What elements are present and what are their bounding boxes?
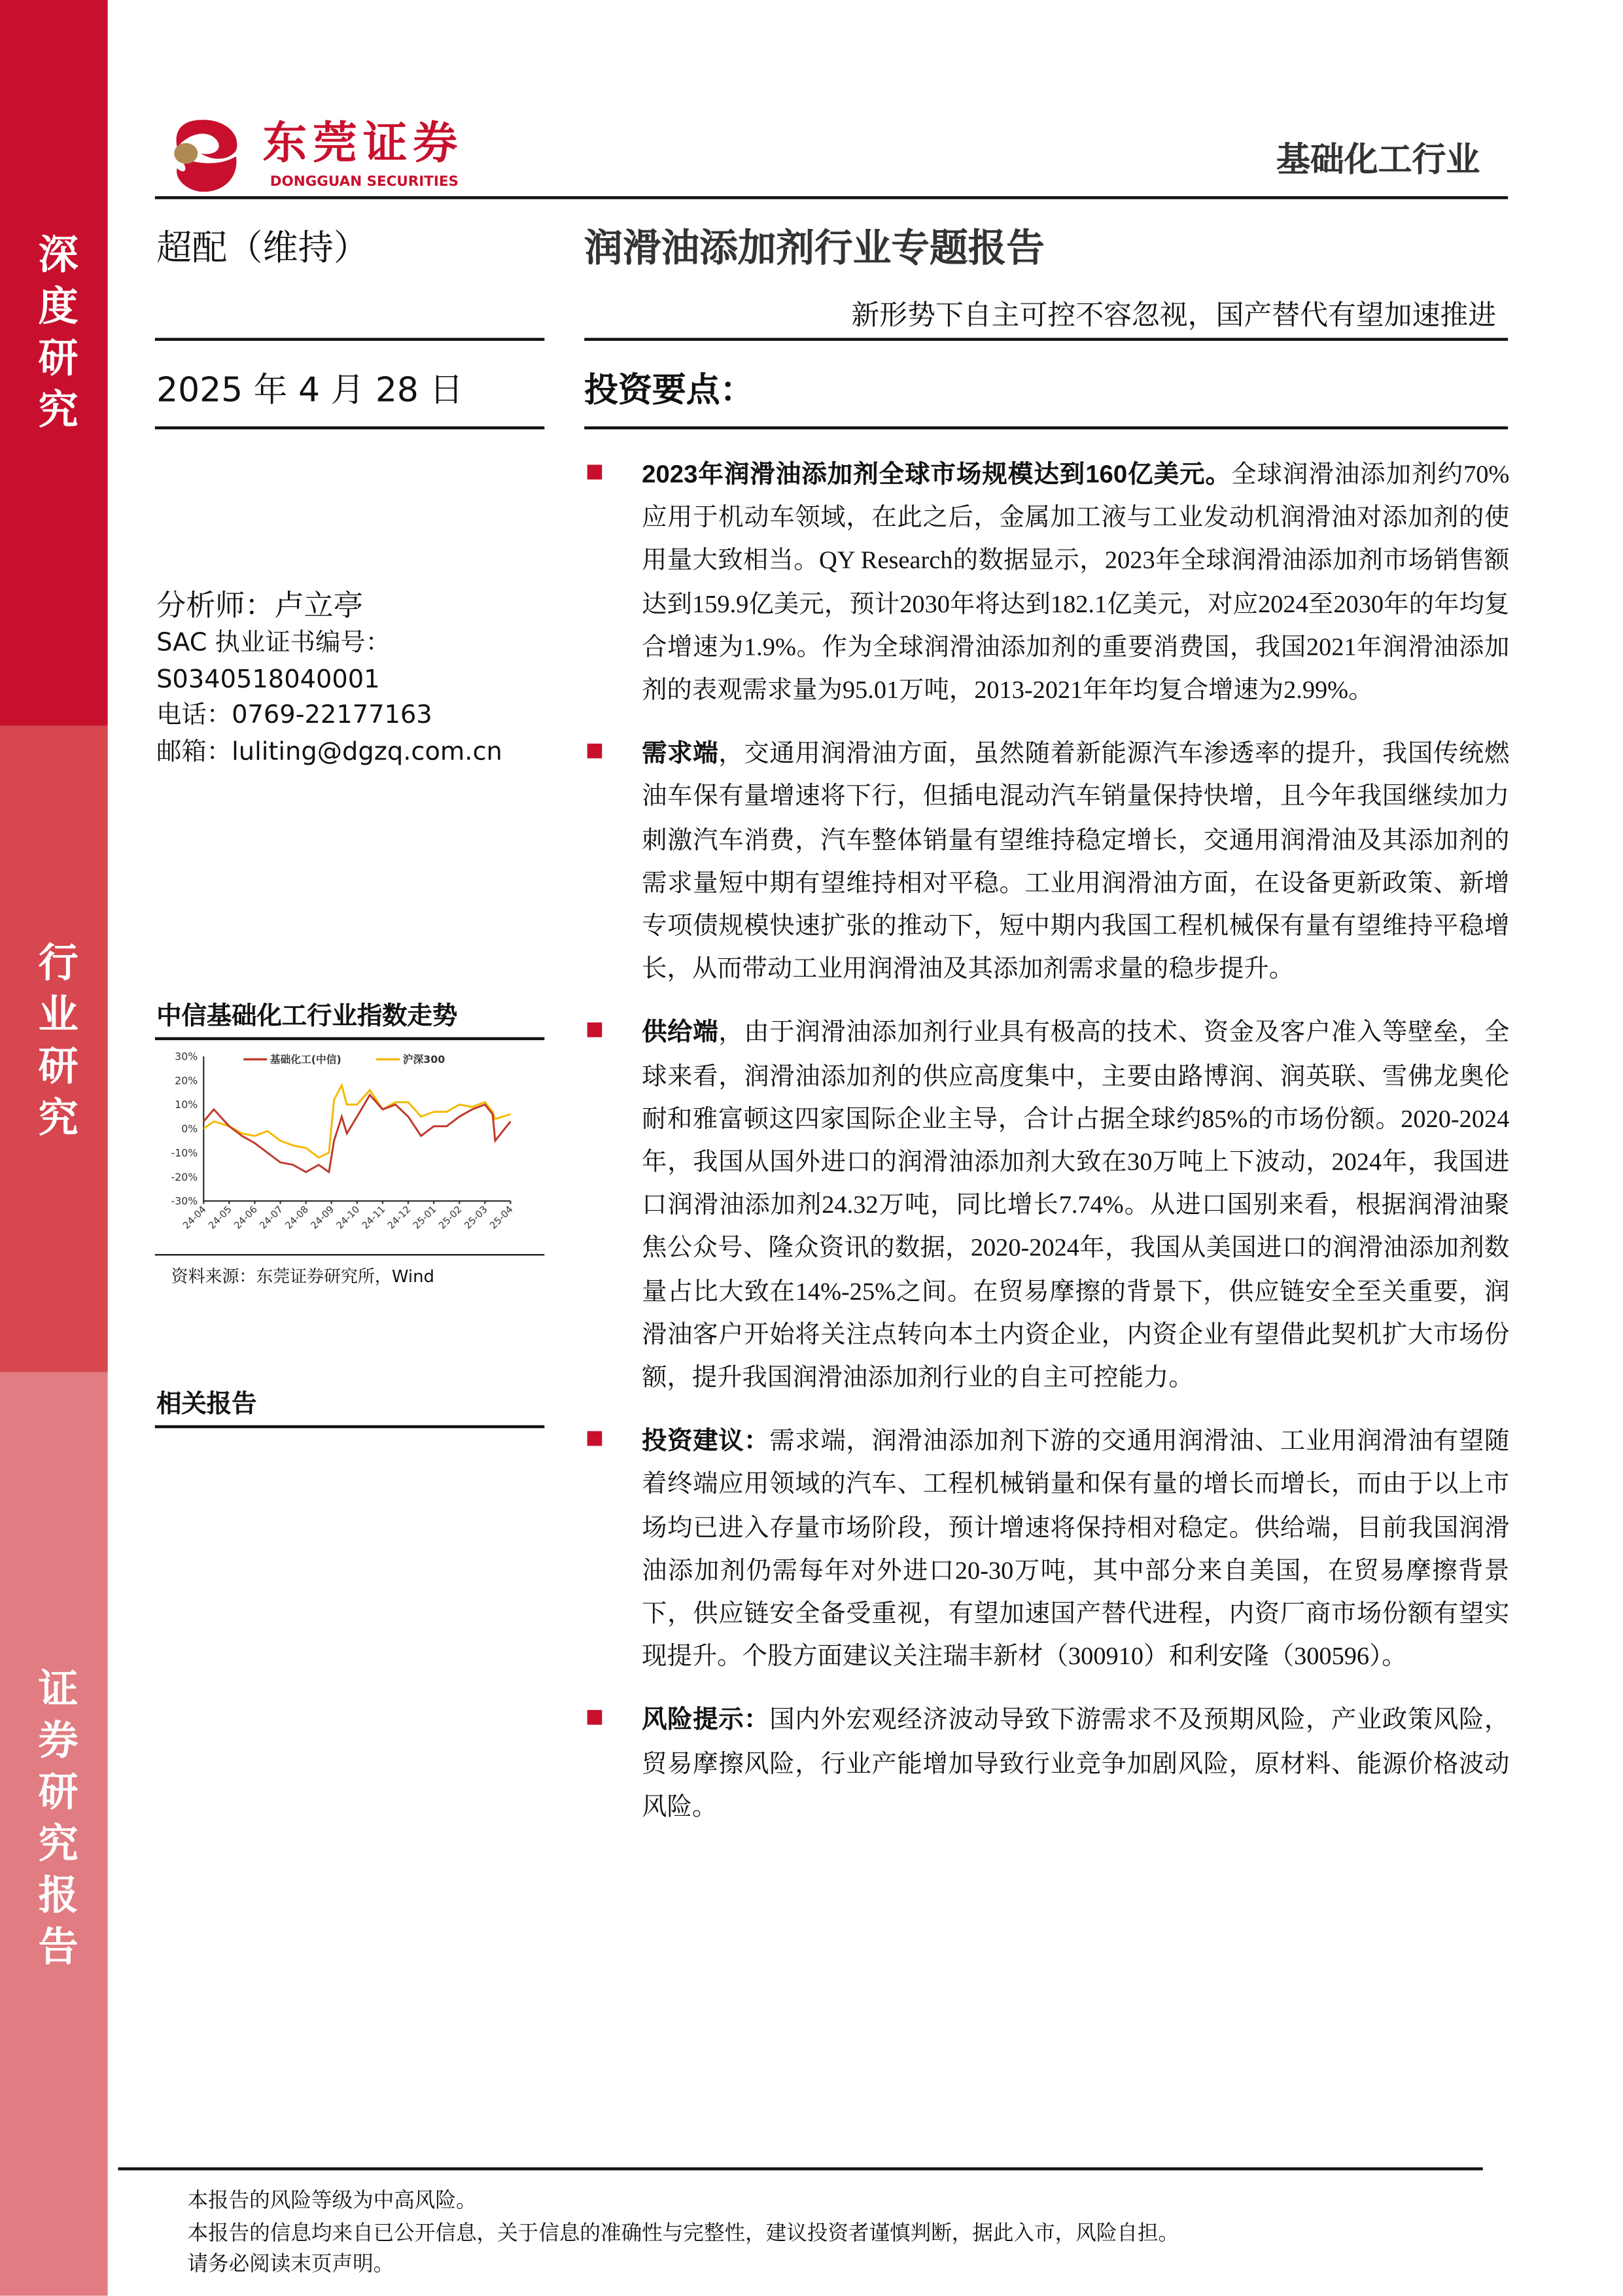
bullet-lead: 供给端 — [642, 1018, 719, 1047]
analyst-email[interactable]: 邮箱：luliting@dgzq.com.cn — [156, 737, 502, 767]
x-tick-label: 24-11 — [360, 1204, 388, 1232]
footer-line: 本报告的风险等级为中高风险。 — [187, 2189, 477, 2214]
x-tick-label: 24-07 — [257, 1204, 285, 1232]
x-tick-label: 24-09 — [308, 1204, 337, 1232]
bullet-square-icon — [587, 1431, 602, 1446]
bullet-text: 全球润滑油添加剂约70%应用于机动车领域，在此之后，金属加工液与工业发动机润滑油对添加剂的使用量大致相当。QY Research的数据显示，2023年全球润滑油添加剂市场销售额达到159.9亿美元，预计2030年将达到182.1亿美元，对应2024至2030年的年均复合增速为1.9%。作为全球润滑油添加剂的重要消费国，我国2021年润滑油添加剂的表观需求量为95.01万吨，2013-2021年年均复合增速为2.99%。 — [642, 460, 1510, 704]
sidebar-band-deep — [0, 0, 108, 726]
x-tick-label: 25-03 — [462, 1204, 490, 1232]
rating: 超配（维持） — [156, 227, 369, 269]
bullet-lead: 风险提示： — [642, 1706, 770, 1735]
x-tick-label: 24-08 — [283, 1204, 311, 1232]
legend-label: 沪深300 — [402, 1053, 445, 1066]
sidebar-label: 证券研究报告 — [31, 1667, 77, 1977]
bullet-lead: 需求端 — [642, 739, 719, 768]
bullet-demand — [587, 732, 1510, 990]
y-tick-label: 20% — [175, 1074, 198, 1087]
brand-logo — [171, 118, 464, 198]
divider — [155, 338, 544, 341]
bullet-lead: 投资建议： — [642, 1427, 770, 1455]
analyst-info — [156, 584, 502, 770]
divider — [155, 426, 544, 430]
bullet-text: 需求端，润滑油添加剂下游的交通用润滑油、工业用润滑油有望随着终端应用领域的汽车、工程机械销量和保有量的增长而增长，而由于以上市场均已进入存量市场阶段，预计增速将保持相对稳定。供给端，目前我国润滑油添加剂仍需每年对外进口20-30万吨，其中部分来自美国，在贸易摩擦背景下，供应链安全备受重视，有望加速国产替代进程，内资厂商市场份额有望实现提升。个股方面建议关注瑞丰新材（300910）和利安隆（300596）。 — [642, 1427, 1510, 1671]
x-tick-label: 24-06 — [232, 1204, 260, 1232]
x-tick-label: 25-04 — [487, 1204, 515, 1232]
index-trend-chart — [155, 1041, 546, 1248]
footer-line: 本报告的信息均来自已公开信息，关于信息的准确性与完整性，建议投资者谨慎判断，据此入市，风险自担。 — [187, 2221, 1179, 2245]
analyst-name: 分析师：卢立亭 — [156, 587, 363, 623]
bullet-supply — [587, 1011, 1510, 1399]
sidebar-band-report — [0, 1372, 108, 2296]
sac-label: SAC 执业证书编号： — [156, 628, 391, 658]
y-tick-label: -20% — [171, 1170, 198, 1183]
bullet-square-icon — [587, 464, 602, 479]
investment-highlights — [587, 453, 1510, 1849]
divider — [155, 1425, 544, 1429]
bullet-market-size — [587, 453, 1510, 711]
divider — [584, 426, 1508, 430]
bullet-text: ，由于润滑油添加剂行业具有极高的技术、资金及客户准入等壁垒，全球来看，润滑油添加剂的供应高度集中，主要由路博润、润英联、雪佛龙奥伦耐和雅富顿这四家国际企业主导，合计占据全球约85%的市场份额。2020-2024年，我国从国外进口的润滑油添加剂大致在30万吨上下波动，2024年，我国进口润滑油添加剂24.32万吨，同比增长7.74%。从进口国别来看，根据润滑油聚焦公众号、隆众资讯的数据，2020-2024年，我国从美国进口的润滑油添加剂数量占比大致在14%-25%之间。在贸易摩擦的背景下，供应链安全至关重要，润滑油客户开始将关注点转向本土内资企业，内资企业有望借此契机扩大市场份额，提升我国润滑油添加剂行业的自主可控能力。 — [642, 1018, 1510, 1392]
bullet-square-icon — [587, 1023, 602, 1038]
y-tick-label: 0% — [181, 1122, 198, 1136]
header-divider — [155, 196, 1508, 200]
sidebar-label: 行业研究 — [31, 941, 77, 1148]
bullet-risk — [587, 1699, 1510, 1828]
x-tick-label: 24-05 — [206, 1204, 234, 1232]
footer-line: 请务必阅读末页声明。 — [187, 2253, 394, 2277]
report-date: 2025 年 4 月 28 日 — [156, 372, 464, 411]
x-tick-label: 24-12 — [385, 1204, 413, 1232]
legend-label: 基础化工(中信) — [270, 1053, 341, 1066]
x-tick-label: 25-01 — [411, 1204, 439, 1232]
sac-number: S0340518040001 — [156, 665, 380, 695]
bullet-text: 国内外宏观经济波动导致下游需求不及预期风险，产业政策风险，贸易摩擦风险，行业产能增加导致行业竞争加剧风险，原材料、能源价格波动风险。 — [642, 1706, 1510, 1821]
x-tick-label: 24-10 — [334, 1204, 362, 1232]
sidebar-label: 深度研究 — [31, 233, 77, 440]
analyst-phone: 电话：0769-22177163 — [156, 701, 432, 731]
x-tick-label: 25-02 — [436, 1204, 464, 1232]
x-tick-label: 24-04 — [181, 1204, 209, 1232]
footer-divider — [118, 2167, 1482, 2170]
bullet-lead: 2023年润滑油添加剂全球市场规模达到160亿美元。 — [642, 460, 1232, 489]
divider — [155, 1037, 544, 1041]
related-reports-heading: 相关报告 — [156, 1389, 257, 1419]
y-tick-label: 30% — [175, 1050, 198, 1063]
industry-label: 基础化工行业 — [1276, 141, 1480, 181]
report-title: 润滑油添加剂行业专题报告 — [584, 227, 1045, 272]
y-tick-label: 10% — [175, 1098, 198, 1111]
chart-source: 资料来源：东莞证券研究所，Wind — [171, 1266, 435, 1287]
divider — [584, 338, 1508, 341]
sidebar-band-industry — [0, 726, 108, 1372]
bullet-text: ，交通用润滑油方面，虽然随着新能源汽车渗透率的提升，我国传统燃油车保有量增速将下行，但插电混动汽车销量保持快增，且今年我国继续加力刺激汽车消费，汽车整体销量有望维持稳定增长，交通用润滑油及其添加剂的需求量短中期有望维持相对平稳。工业用润滑油方面，在设备更新政策、新增专项债规模快速扩张的推动下，短中期内我国工程机械保有量有望维持平稳增长，从而带动工业用润滑油及其添加剂需求量的稳步提升。 — [642, 739, 1510, 983]
brand-name-cn: 东莞证券 — [262, 118, 464, 170]
logo-icon — [171, 118, 242, 192]
brand-name-en: DONGGUAN SECURITIES — [270, 174, 459, 190]
footer-disclaimer — [187, 2187, 1179, 2282]
divider — [155, 1254, 544, 1255]
chart-heading: 中信基础化工行业指数走势 — [156, 1001, 458, 1032]
report-subtitle: 新形势下自主可控不容忽视，国产替代有望加速推进 — [851, 299, 1497, 332]
bullet-square-icon — [587, 1711, 602, 1726]
y-tick-label: -10% — [171, 1146, 198, 1159]
y-tick-label: -30% — [171, 1194, 198, 1208]
series-line — [203, 1085, 510, 1158]
bullet-investment — [587, 1419, 1510, 1678]
bullet-square-icon — [587, 744, 602, 759]
section-title: 投资要点： — [584, 372, 754, 411]
